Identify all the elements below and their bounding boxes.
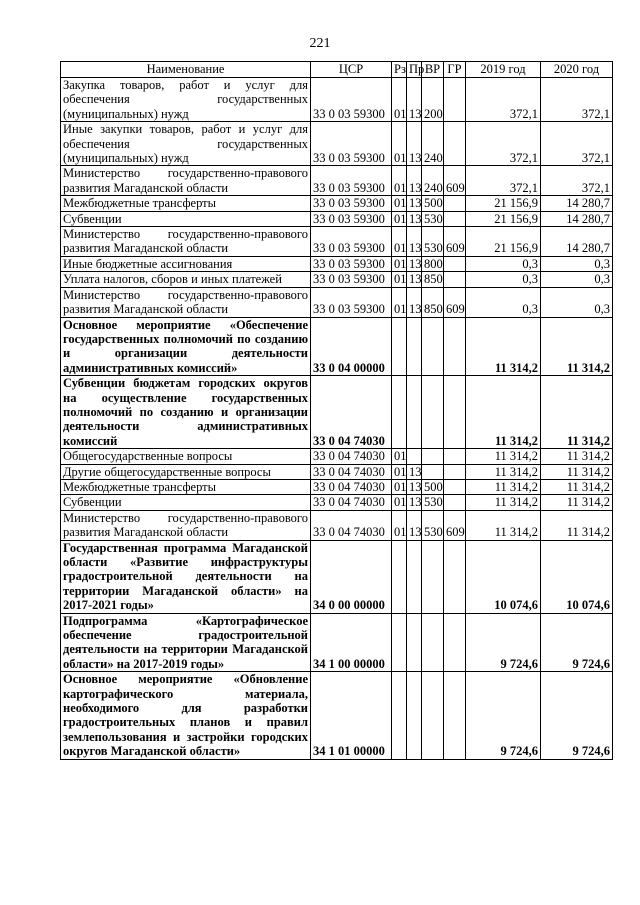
row-gr — [444, 78, 466, 122]
row-rz — [392, 376, 407, 449]
table-body — [61, 78, 613, 760]
row-2019: 372,1 — [466, 122, 541, 166]
row-gr — [444, 495, 466, 510]
row-gr — [444, 376, 466, 449]
header-vr: ВР — [422, 62, 444, 78]
row-vr: 530 — [422, 510, 444, 540]
row-gr — [444, 464, 466, 479]
row-2020: 11 314,2 — [541, 510, 613, 540]
row-csr: 33 0 04 74030 — [311, 464, 392, 479]
table-header-row — [61, 62, 613, 78]
row-vr — [422, 317, 444, 376]
row-pr: 13 — [407, 122, 422, 166]
row-name: Межбюджетные трансферты — [61, 196, 311, 211]
row-pr — [407, 613, 422, 672]
row-pr — [407, 376, 422, 449]
row-csr: 33 0 04 74030 — [311, 479, 392, 494]
row-gr — [444, 122, 466, 166]
table-row — [61, 272, 613, 287]
row-name: Министерство государственно-правового развития Магаданской области — [61, 227, 311, 257]
row-2020: 14 280,7 — [541, 211, 613, 226]
row-2019: 372,1 — [466, 166, 541, 196]
row-vr: 500 — [422, 479, 444, 494]
row-csr: 33 0 03 59300 — [311, 78, 392, 122]
table-row — [61, 540, 613, 613]
row-gr: 609 — [444, 510, 466, 540]
row-rz: 01 — [392, 272, 407, 287]
row-pr: 13 — [407, 227, 422, 257]
table-row — [61, 495, 613, 510]
table-row — [61, 287, 613, 317]
row-2020: 11 314,2 — [541, 464, 613, 479]
row-vr: 800 — [422, 256, 444, 271]
table-row — [61, 464, 613, 479]
row-gr — [444, 449, 466, 464]
row-pr: 13 — [407, 479, 422, 494]
row-name: Иные закупки товаров, работ и услуг для обеспечения государственных (муниципальных) нужд — [61, 122, 311, 166]
row-rz — [392, 672, 407, 759]
row-csr: 34 1 01 00000 — [311, 672, 392, 759]
row-vr: 530 — [422, 227, 444, 257]
row-2019: 0,3 — [466, 272, 541, 287]
row-name: Основное мероприятие «Обновление картографического материала, необходимого для разработки градостроительных планов и правил землепользования и застройки городских округов Магаданской области» — [61, 672, 311, 759]
row-name: Подпрограмма «Картографическое обеспечение градостроительной деятельности на территории Магаданской области» на 2017-2019 годы» — [61, 613, 311, 672]
row-vr — [422, 672, 444, 759]
row-gr — [444, 317, 466, 376]
row-pr: 13 — [407, 510, 422, 540]
row-csr: 33 0 04 74030 — [311, 495, 392, 510]
row-2019: 11 314,2 — [466, 376, 541, 449]
row-name: Министерство государственно-правового развития Магаданской области — [61, 166, 311, 196]
table-row — [61, 510, 613, 540]
row-name: Министерство государственно-правового развития Магаданской области — [61, 510, 311, 540]
row-rz: 01 — [392, 287, 407, 317]
row-name: Государственная программа Магаданской области «Развитие инфраструктуры градостроительной деятельности на территории Магаданской области» на 2017-2021 годы» — [61, 540, 311, 613]
row-pr: 13 — [407, 78, 422, 122]
row-gr — [444, 256, 466, 271]
row-gr: 609 — [444, 227, 466, 257]
row-vr: 200 — [422, 78, 444, 122]
row-rz: 01 — [392, 227, 407, 257]
row-2019: 11 314,2 — [466, 464, 541, 479]
row-csr: 33 0 03 59300 — [311, 196, 392, 211]
row-rz: 01 — [392, 464, 407, 479]
row-pr — [407, 672, 422, 759]
row-rz: 01 — [392, 449, 407, 464]
row-vr: 240 — [422, 122, 444, 166]
row-2019: 10 074,6 — [466, 540, 541, 613]
row-pr: 13 — [407, 272, 422, 287]
table-row — [61, 196, 613, 211]
row-name: Иные бюджетные ассигнования — [61, 256, 311, 271]
row-csr: 33 0 03 59300 — [311, 287, 392, 317]
row-name: Субвенции — [61, 495, 311, 510]
row-rz: 01 — [392, 510, 407, 540]
table-row — [61, 227, 613, 257]
row-2019: 21 156,9 — [466, 227, 541, 257]
row-2019: 372,1 — [466, 78, 541, 122]
header-csr: ЦСР — [311, 62, 392, 78]
row-name: Субвенции — [61, 211, 311, 226]
row-pr — [407, 317, 422, 376]
row-pr: 13 — [407, 256, 422, 271]
header-rz: Рз — [392, 62, 407, 78]
row-pr: 13 — [407, 464, 422, 479]
row-name: Другие общегосударственные вопросы — [61, 464, 311, 479]
row-2019: 21 156,9 — [466, 211, 541, 226]
row-gr — [444, 272, 466, 287]
row-csr: 33 0 04 00000 — [311, 317, 392, 376]
row-csr: 33 0 03 59300 — [311, 211, 392, 226]
table-row — [61, 613, 613, 672]
table-row — [61, 672, 613, 759]
row-2019: 11 314,2 — [466, 510, 541, 540]
row-2020: 9 724,6 — [541, 672, 613, 759]
row-vr — [422, 449, 444, 464]
row-2019: 11 314,2 — [466, 317, 541, 376]
row-2020: 14 280,7 — [541, 196, 613, 211]
row-rz: 01 — [392, 122, 407, 166]
row-csr: 33 0 04 74030 — [311, 376, 392, 449]
row-name: Министерство государственно-правового развития Магаданской области — [61, 287, 311, 317]
row-2019: 0,3 — [466, 256, 541, 271]
row-gr — [444, 540, 466, 613]
row-vr: 850 — [422, 272, 444, 287]
row-csr: 34 1 00 00000 — [311, 613, 392, 672]
row-name: Субвенции бюджетам городских округов на осуществление государственных полномочий по созданию и организации деятельности административных комиссий — [61, 376, 311, 449]
row-name: Закупка товаров, работ и услуг для обеспечения государственных (муниципальных) нужд — [61, 78, 311, 122]
row-csr: 34 0 00 00000 — [311, 540, 392, 613]
row-rz — [392, 613, 407, 672]
table-row — [61, 317, 613, 376]
row-gr — [444, 211, 466, 226]
row-vr — [422, 540, 444, 613]
row-2020: 0,3 — [541, 272, 613, 287]
row-vr — [422, 464, 444, 479]
row-name: Основное мероприятие «Обеспечение государственных полномочий по созданию и организации деятельности административных комиссий» — [61, 317, 311, 376]
row-vr: 530 — [422, 495, 444, 510]
row-csr: 33 0 04 74030 — [311, 449, 392, 464]
table-row — [61, 449, 613, 464]
row-rz: 01 — [392, 495, 407, 510]
table-row — [61, 166, 613, 196]
row-2020: 11 314,2 — [541, 449, 613, 464]
row-2020: 372,1 — [541, 122, 613, 166]
table-row — [61, 256, 613, 271]
row-name: Общегосударственные вопросы — [61, 449, 311, 464]
row-csr: 33 0 03 59300 — [311, 227, 392, 257]
row-gr — [444, 196, 466, 211]
row-2020: 0,3 — [541, 287, 613, 317]
row-gr: 609 — [444, 166, 466, 196]
row-2019: 9 724,6 — [466, 613, 541, 672]
row-csr: 33 0 03 59300 — [311, 256, 392, 271]
row-2020: 11 314,2 — [541, 495, 613, 510]
row-vr: 530 — [422, 211, 444, 226]
row-name: Межбюджетные трансферты — [61, 479, 311, 494]
header-gr: ГР — [444, 62, 466, 78]
row-rz: 01 — [392, 196, 407, 211]
row-2019: 11 314,2 — [466, 449, 541, 464]
row-vr: 240 — [422, 166, 444, 196]
row-gr — [444, 479, 466, 494]
table-row — [61, 376, 613, 449]
row-vr: 500 — [422, 196, 444, 211]
header-pr: Пр — [407, 62, 422, 78]
row-rz: 01 — [392, 256, 407, 271]
row-2020: 11 314,2 — [541, 376, 613, 449]
row-csr: 33 0 03 59300 — [311, 166, 392, 196]
row-rz: 01 — [392, 479, 407, 494]
row-2019: 11 314,2 — [466, 479, 541, 494]
row-2020: 11 314,2 — [541, 479, 613, 494]
table-row — [61, 211, 613, 226]
row-2019: 9 724,6 — [466, 672, 541, 759]
page-number: 221 — [309, 36, 331, 51]
row-vr: 850 — [422, 287, 444, 317]
row-rz: 01 — [392, 211, 407, 226]
row-2019: 0,3 — [466, 287, 541, 317]
header-2019: 2019 год — [466, 62, 541, 78]
row-pr: 13 — [407, 287, 422, 317]
row-vr — [422, 376, 444, 449]
row-rz — [392, 317, 407, 376]
row-csr: 33 0 03 59300 — [311, 272, 392, 287]
row-rz: 01 — [392, 166, 407, 196]
row-2019: 11 314,2 — [466, 495, 541, 510]
row-2019: 21 156,9 — [466, 196, 541, 211]
row-csr: 33 0 04 74030 — [311, 510, 392, 540]
row-gr — [444, 613, 466, 672]
table-row — [61, 122, 613, 166]
row-2020: 14 280,7 — [541, 227, 613, 257]
row-2020: 0,3 — [541, 256, 613, 271]
row-gr — [444, 672, 466, 759]
header-2020: 2020 год — [541, 62, 613, 78]
row-pr — [407, 449, 422, 464]
table-row — [61, 479, 613, 494]
row-pr: 13 — [407, 495, 422, 510]
row-rz: 01 — [392, 78, 407, 122]
row-gr: 609 — [444, 287, 466, 317]
row-pr: 13 — [407, 196, 422, 211]
row-pr: 13 — [407, 211, 422, 226]
budget-table — [60, 61, 613, 760]
row-vr — [422, 613, 444, 672]
row-csr: 33 0 03 59300 — [311, 122, 392, 166]
row-2020: 372,1 — [541, 166, 613, 196]
row-name: Уплата налогов, сборов и иных платежей — [61, 272, 311, 287]
row-2020: 11 314,2 — [541, 317, 613, 376]
row-pr — [407, 540, 422, 613]
header-name: Наименование — [61, 62, 311, 78]
row-rz — [392, 540, 407, 613]
row-2020: 9 724,6 — [541, 613, 613, 672]
row-2020: 372,1 — [541, 78, 613, 122]
table-row — [61, 78, 613, 122]
row-pr: 13 — [407, 166, 422, 196]
row-2020: 10 074,6 — [541, 540, 613, 613]
